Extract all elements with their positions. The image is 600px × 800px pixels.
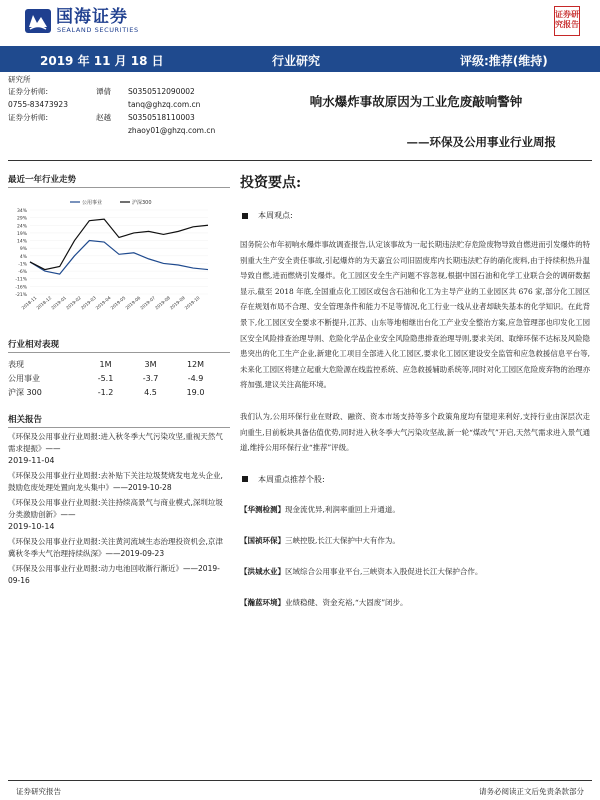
related-report-text: 《环保及公用事业行业周报:关注持续高景气与商业模式,深圳垃圾分类激励创新》—— bbox=[8, 498, 223, 519]
stock-tag: 【华测检测】 bbox=[240, 504, 285, 514]
related-report-item[interactable] bbox=[8, 563, 230, 587]
related-title: 相关报告 bbox=[8, 413, 230, 428]
x-tick-label: 2019-04 bbox=[95, 295, 113, 312]
x-tick-label: 2019-02 bbox=[65, 295, 83, 312]
series-line-0 bbox=[30, 241, 208, 275]
related-report-item[interactable] bbox=[8, 497, 230, 533]
x-tick-label: 2019-01 bbox=[50, 295, 68, 312]
x-tick-label: 2018-11 bbox=[21, 295, 39, 312]
company-logo bbox=[24, 8, 139, 34]
footer-disclaimer: 请务必阅读正文后免责条款部分 bbox=[479, 787, 584, 796]
x-tick-label: 2019-03 bbox=[80, 295, 98, 312]
report-rating: 评级:推荐(维持) bbox=[460, 54, 548, 68]
report-date: 2019 年 11 月 18 日 bbox=[40, 54, 164, 68]
related-list bbox=[8, 431, 230, 587]
recommendation-item bbox=[240, 534, 590, 547]
recommendation-item bbox=[240, 503, 590, 516]
bullet-icon bbox=[242, 476, 248, 482]
analyst-row bbox=[8, 98, 230, 111]
conclusion-paragraph: 我们认为,公用环保行业在财政、融资、资本市场支持等多个政策角度均有望迎来利好,支持行业由深层次走向重生,目前板块具备估值优势,同时进入秋冬季大气污染攻坚战,新一轮“煤改气”开启,天然气需求进入景气通道,维持公用环保行业“推荐”评级。 bbox=[240, 411, 590, 453]
title-divider bbox=[8, 160, 592, 161]
perf-title: 行业相对表现 bbox=[8, 338, 230, 353]
y-tick-label: 24% bbox=[16, 224, 27, 230]
perf-header-label: 表现 bbox=[8, 359, 24, 369]
trend-chart bbox=[8, 196, 213, 316]
perf-header-row bbox=[8, 357, 218, 371]
x-tick-label: 2019-05 bbox=[110, 295, 128, 312]
stock-tag: 【瀚蓝环境】 bbox=[240, 597, 285, 607]
perf-row-hs300 bbox=[8, 385, 218, 399]
logo-name-cn: 国海证券 bbox=[56, 7, 128, 27]
analyst-role: 证券分析师: bbox=[8, 87, 49, 96]
legend-label: 沪深300 bbox=[132, 200, 152, 206]
x-tick-label: 2019-08 bbox=[154, 295, 172, 312]
y-tick-label: -16% bbox=[15, 285, 27, 291]
investment-section bbox=[240, 172, 590, 609]
invest-title: 投资要点: bbox=[240, 175, 302, 191]
recommendation-list bbox=[240, 503, 590, 609]
related-report-text: 《环保及公用事业行业周报:去补贴下关注垃圾焚烧发电龙头企业,鼓励危废处理处置向龙头集中》——2019-10-28 bbox=[8, 471, 223, 492]
y-tick-label: 19% bbox=[16, 231, 27, 237]
perf-row-utilities bbox=[8, 371, 218, 385]
analyst-name bbox=[96, 124, 128, 137]
stock-reason: 业绩稳健、资金充裕,“大固废”闭步。 bbox=[285, 597, 408, 607]
analyst-contact: zhaoy01@ghzq.com.cn bbox=[128, 126, 216, 135]
related-report-text: 《环保及公用事业行业周报:动力电池回收渐行渐近》——2019-09-16 bbox=[8, 564, 220, 585]
perf-value: -5.1 bbox=[97, 373, 114, 383]
report-type: 行业研究 bbox=[272, 54, 321, 68]
perf-value: 19.0 bbox=[186, 387, 205, 397]
series-line-1 bbox=[30, 219, 208, 269]
institute-label: 研究所 bbox=[8, 75, 31, 84]
report-subtitle: ——环保及公用事业行业周报 bbox=[406, 135, 556, 149]
x-tick-label: 2019-07 bbox=[139, 295, 157, 312]
x-tick-label: 2018-12 bbox=[36, 295, 54, 312]
perf-value: -1.2 bbox=[97, 387, 114, 397]
y-tick-label: 4% bbox=[19, 254, 27, 260]
related-report-item[interactable] bbox=[8, 470, 230, 494]
recs-label: 本周重点推荐个股: bbox=[258, 474, 325, 484]
related-report-text: 《环保及公用事业行业周报:进入秋冬季大气污染攻坚,重视天然气需求提振》—— bbox=[8, 432, 223, 453]
view-heading bbox=[240, 210, 590, 221]
recs-heading bbox=[240, 474, 590, 485]
right-column bbox=[240, 74, 592, 150]
related-report-date: 2019-10-14 bbox=[8, 522, 55, 531]
analyst-contact: S0350512090002 bbox=[128, 87, 195, 96]
analyst-role bbox=[8, 124, 96, 137]
stock-reason: 现金流优异,利润率重回上升通道。 bbox=[285, 504, 400, 514]
analyst-contact: tanq@ghzq.com.cn bbox=[128, 100, 201, 109]
view-paragraph: 国务院公布年初响水爆炸事故调查报告,认定该事故为一起长期违法贮存危险废物导致自燃进而引发爆炸的特别重大生产安全责任事故,引起爆炸的为天嘉宜公司旧固废库内长期违法贮存的硝化废料,由于持续积热升温导致自燃,进而燃烧引发爆炸。化工园区安全生产问题不容忽视,根据中国石油和化学工业联合会的调研数据显示,截至 2018 年底,全国重点化工园区或包含石油和化工为主导产业的工业园区共 676 家,部分化工园区存在规划布局不合理、安全管理条件和能力不足等情况,化工行业一线从业者却缺失基本的化学知识。在此背景下,化工园区安全要求不断提升,江苏、山东等地相继出台化工产业安全整治方案,应急管理部也印发化工园区安全风险排查治理导则、危险化学品企业安全风险隐患排查治理导则,要求关闭、取缔环保不达标及风险隐患突出的化工生产企业,新建化工项目全部进入化工园区,要求化工园区建设安全监管和应急救援信息平台等,未来化工园区将建立起重大危险源在线监控系统、应急救援辅助系统等,同时对化工园区危险废弃物的治理亦将加强,建议关注高能环境。 bbox=[240, 240, 590, 390]
report-header bbox=[0, 0, 600, 46]
analyst-list bbox=[8, 85, 230, 137]
analyst-row bbox=[8, 85, 230, 98]
perf-value: -3.7 bbox=[142, 373, 159, 383]
analyst-row bbox=[8, 124, 230, 137]
stock-tag: 【洪城水业】 bbox=[240, 566, 285, 576]
analyst-role: 证券分析师: bbox=[8, 113, 49, 122]
analyst-name: 赵越 bbox=[96, 113, 111, 122]
related-report-item[interactable] bbox=[8, 536, 230, 560]
y-tick-label: 14% bbox=[16, 239, 27, 245]
view-label: 本周观点: bbox=[258, 211, 293, 220]
seal-text: 证券研究报告 bbox=[555, 10, 579, 29]
perf-header-12m: 12M bbox=[186, 359, 205, 369]
analyst-name bbox=[96, 98, 128, 111]
x-tick-label: 2019-10 bbox=[184, 295, 202, 312]
stock-reason: 区域综合公用事业平台,三峡资本入股促进长江大保护合作。 bbox=[285, 566, 483, 576]
page-footer bbox=[8, 780, 592, 796]
y-tick-label: 34% bbox=[16, 209, 27, 214]
y-tick-label: -1% bbox=[18, 262, 27, 268]
logo-name-en: SEALAND SECURITIES bbox=[57, 26, 139, 34]
perf-value: 4.5 bbox=[144, 387, 157, 397]
analyst-role: 0755-83473923 bbox=[8, 100, 68, 109]
left-column bbox=[8, 74, 230, 587]
related-report-text: 《环保及公用事业行业周报:关注黄河流域生态治理投资机会,京津冀秋冬季大气治理持续纵深》——2019-09-23 bbox=[8, 537, 223, 558]
y-tick-label: -6% bbox=[18, 270, 27, 276]
analyst-row bbox=[8, 111, 230, 124]
recommendation-item bbox=[240, 596, 590, 609]
y-tick-label: -11% bbox=[15, 277, 27, 283]
footer-left: 证券研究报告 bbox=[16, 787, 61, 796]
x-tick-label: 2019-06 bbox=[125, 295, 143, 312]
y-tick-label: 9% bbox=[19, 247, 27, 253]
stock-tag: 【国祯环保】 bbox=[240, 535, 285, 545]
info-bar bbox=[0, 46, 600, 72]
perf-table bbox=[8, 357, 218, 399]
stock-reason: 三峡控股,长江大保护中大有作为。 bbox=[285, 535, 400, 545]
legend-label: 公用事业 bbox=[82, 200, 103, 206]
report-title: 响水爆炸事故原因为工业危废敲响警钟 bbox=[309, 94, 523, 109]
perf-row-label: 沪深 300 bbox=[8, 387, 42, 397]
recommendation-item bbox=[240, 565, 590, 578]
bullet-icon bbox=[242, 213, 248, 219]
x-tick-label: 2019-09 bbox=[169, 295, 187, 312]
logo-icon bbox=[24, 8, 52, 34]
related-report-date: 2019-11-04 bbox=[8, 456, 55, 465]
y-tick-label: 29% bbox=[16, 216, 27, 222]
perf-row-label: 公用事业 bbox=[8, 373, 40, 383]
analyst-contact: S0350518110003 bbox=[128, 113, 195, 122]
perf-value: -4.9 bbox=[187, 373, 204, 383]
seal-stamp bbox=[554, 6, 580, 36]
perf-header-3m: 3M bbox=[144, 359, 157, 369]
related-report-item[interactable] bbox=[8, 431, 230, 467]
analyst-name: 谭倩 bbox=[96, 87, 111, 96]
y-tick-label: -21% bbox=[15, 293, 27, 298]
trend-title: 最近一年行业走势 bbox=[8, 173, 230, 188]
perf-header-1m: 1M bbox=[99, 359, 112, 369]
